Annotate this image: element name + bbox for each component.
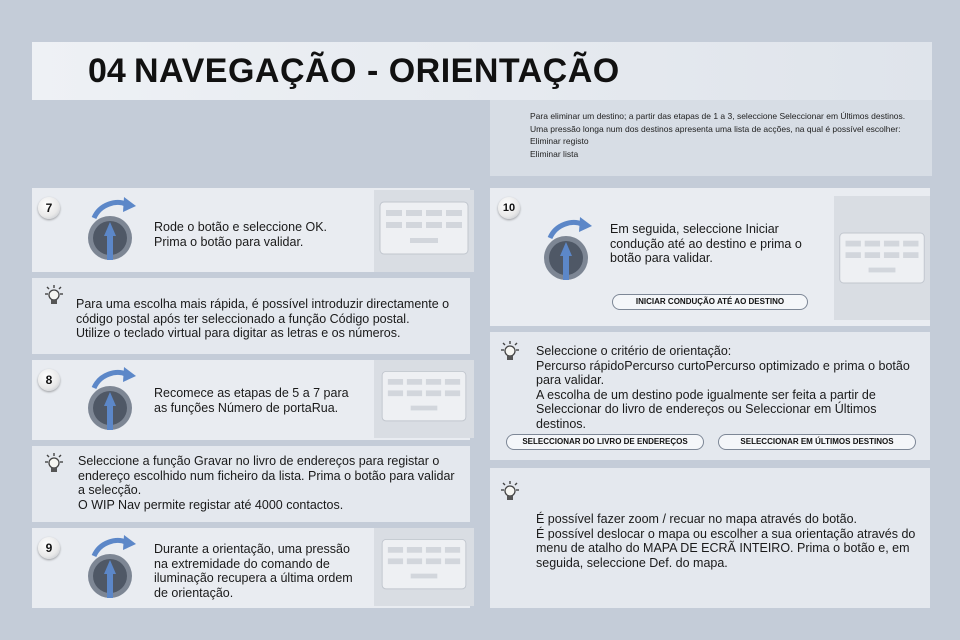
rotary-knob-icon	[80, 194, 144, 264]
tip-2-text: Seleccione a função Gravar no livro de endereços para registar o endereço escolhido num ficheiro da lista. Prima o botão para validar a selecção. O WIP Nav permite registar até 4000 contactos.	[78, 454, 455, 512]
radio-panel-icon	[374, 528, 474, 606]
light-bulb-icon	[42, 452, 66, 476]
intro-text	[530, 110, 926, 160]
start-guidance-button[interactable]: INICIAR CONDUÇÃO ATÉ AO DESTINO	[612, 294, 808, 310]
radio-panel-icon	[834, 196, 930, 320]
tip-3-text: Seleccione o critério de orientação: Percurso rápidoPercurso curtoPercurso optimizado e prima o botão para validar. A escolha de um destino pode igualmente ser feita a partir de Seleccionar do livro de endereços ou Seleccionar em Últimos destinos.	[536, 344, 910, 431]
light-bulb-icon	[498, 480, 522, 504]
step-10-text: Em seguida, seleccione Iniciar condução até ao destino e prima o botão para validar.	[610, 222, 802, 265]
page-title: NAVEGAÇÃO - ORIENTAÇÃO	[134, 52, 620, 90]
rotary-knob-icon	[80, 532, 144, 602]
intro-line-4: Eliminar lista	[530, 148, 579, 159]
step-9-text: Durante a orientação, uma pressão na extremidade do comando de iluminação recupera a última ordem de orientação.	[154, 542, 353, 600]
select-recent-destinations-button[interactable]: SELECCIONAR EM ÚLTIMOS DESTINOS	[718, 434, 916, 450]
select-address-book-button[interactable]: SELECCIONAR DO LIVRO DE ENDEREÇOS	[506, 434, 704, 450]
tip-1-text: Para uma escolha mais rápida, é possível introduzir directamente o código postal após ter seleccionado a função Código postal. Utilize o teclado virtual para digitar as letras e os números.	[76, 297, 450, 340]
light-bulb-icon	[498, 340, 522, 364]
intro-line-2: Uma pressão longa num dos destinos apresenta uma lista de acções, na qual é possível escolher:	[530, 123, 901, 134]
step-7-text: Rode o botão e seleccione OK. Prima o botão para validar.	[154, 220, 328, 249]
step-8-text: Recomece as etapas de 5 a 7 para as funções Número de portaRua.	[154, 386, 349, 415]
intro-line-3: Eliminar registo	[530, 136, 589, 146]
step-9-badge: 9	[38, 537, 60, 559]
step-7-badge: 7	[38, 197, 60, 219]
tip-4-text: É possível fazer zoom / recuar no mapa através do botão. É possível deslocar o mapa ou escolher a sua orientação através do menu de atalho do MAPA DE ECRÃ INTEIRO. Prima o botão e, em seguida, seleccione Def. do mapa.	[536, 512, 916, 570]
radio-panel-icon	[374, 360, 474, 438]
step-8-badge: 8	[38, 369, 60, 391]
radio-panel-icon	[374, 190, 474, 272]
step-10-badge: 10	[498, 197, 520, 219]
rotary-knob-icon	[80, 364, 144, 434]
intro-line-1: Para eliminar um destino; a partir das etapas de 1 a 3, seleccione Seleccionar em Últimos destinos.	[530, 111, 906, 121]
rotary-knob-icon	[536, 214, 600, 284]
light-bulb-icon	[42, 284, 66, 308]
chapter-number: 04	[88, 52, 126, 90]
